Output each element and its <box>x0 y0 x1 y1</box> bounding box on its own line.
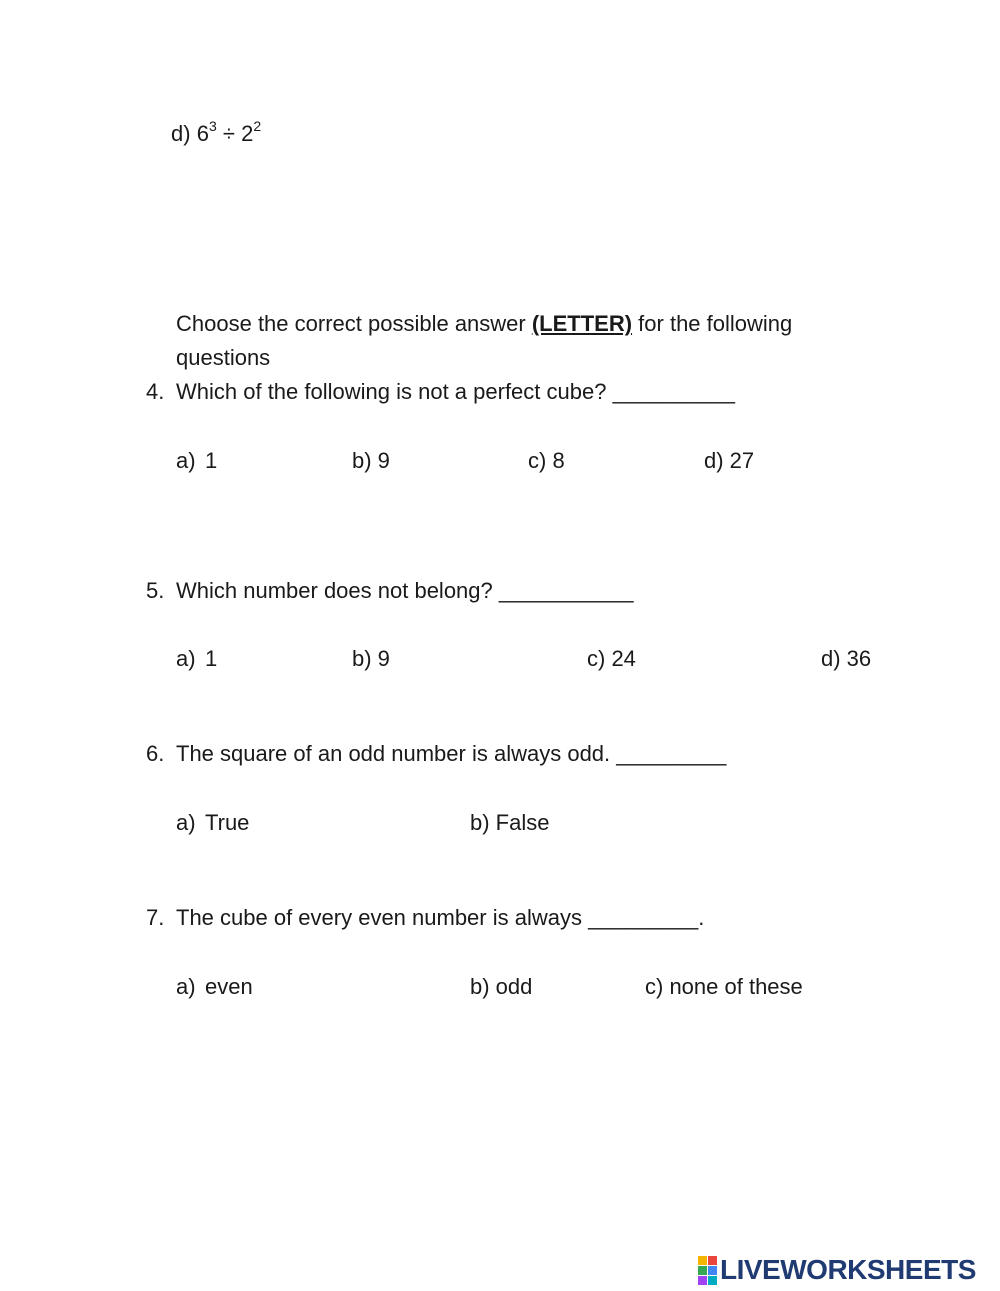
question-5-option-d[interactable]: d) 36 <box>821 646 872 671</box>
instruction-text-after: for the following <box>632 311 793 336</box>
prev-item-base2: 2 <box>241 121 254 146</box>
prev-item-base1: 6 <box>196 121 209 146</box>
mark-cell <box>698 1256 707 1265</box>
question-6-option-a[interactable]: True <box>205 810 250 835</box>
mark-cell <box>708 1266 717 1275</box>
question-7-option-a-label: a) <box>176 974 196 999</box>
instruction-line-2: questions <box>176 345 271 370</box>
mark-cell <box>708 1256 717 1265</box>
prev-item-d <box>171 117 262 146</box>
question-5-number: 5. <box>146 578 165 603</box>
question-7-option-c[interactable]: c) none of these <box>645 974 803 999</box>
prev-item-label: d) <box>171 121 191 146</box>
question-4-text: Which of the following is not a perfect cube? __________ <box>176 379 735 404</box>
question-6-number: 6. <box>146 741 165 766</box>
question-4-option-b[interactable]: b) 9 <box>352 448 390 473</box>
mark-cell <box>698 1276 707 1285</box>
liveworksheets-logo <box>698 1256 976 1284</box>
prev-item-operator: ÷ <box>222 121 235 146</box>
prev-item-exp1: 3 <box>208 117 217 134</box>
mark-cell <box>698 1266 707 1275</box>
question-5-option-a-label: a) <box>176 646 196 671</box>
question-5-option-a[interactable]: 1 <box>205 646 218 671</box>
brand-text: LIVEWORKSHEETS <box>720 1254 976 1285</box>
question-4-number: 4. <box>146 379 165 404</box>
question-7-option-b[interactable]: b) odd <box>470 974 533 999</box>
question-6-option-b[interactable]: b) False <box>470 810 550 835</box>
question-4-option-a[interactable]: 1 <box>205 448 218 473</box>
question-5-text: Which number does not belong? ___________ <box>176 578 634 603</box>
instruction-emphasis: (LETTER) <box>531 311 633 336</box>
question-4-option-c[interactable]: c) 8 <box>528 448 565 473</box>
question-5-option-b[interactable]: b) 9 <box>352 646 390 671</box>
question-6-text: The square of an odd number is always odd. _________ <box>176 741 727 766</box>
instruction-text-before: Choose the correct possible answer <box>176 311 532 336</box>
question-4-option-d[interactable]: d) 27 <box>704 448 755 473</box>
question-7-number: 7. <box>146 905 165 930</box>
mark-cell <box>708 1276 717 1285</box>
question-6-option-a-label: a) <box>176 810 196 835</box>
liveworksheets-mark-icon <box>698 1256 717 1285</box>
question-4-option-a-label: a) <box>176 448 196 473</box>
question-7-text: The cube of every even number is always _________. <box>176 905 705 930</box>
question-7-option-a[interactable]: even <box>205 974 253 999</box>
prev-item-exp2: 2 <box>253 117 262 134</box>
instruction-line-1 <box>176 313 792 335</box>
question-5-option-c[interactable]: c) 24 <box>587 646 636 671</box>
